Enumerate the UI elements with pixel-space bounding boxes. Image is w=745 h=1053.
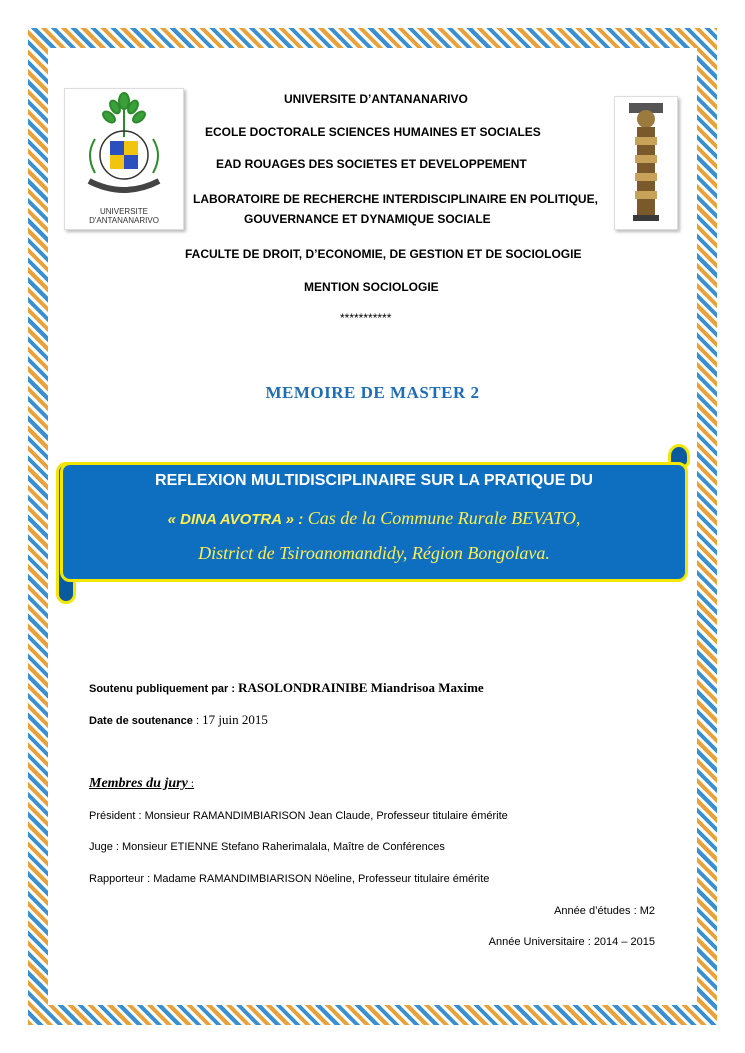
jury-judge: Juge : Monsieur ETIENNE Stefano Raherimalala, Maître de Conférences: [89, 841, 445, 853]
jury-heading-text: Membres du jury: [89, 776, 188, 791]
thesis-title-line-2-rest: Cas de la Commune Rurale BEVATO,: [303, 508, 581, 528]
presenter-name: RASOLONDRAINIBE Miandrisoa Maxime: [238, 680, 484, 695]
doctoral-school-logo: [614, 96, 678, 230]
university-seal-icon: [65, 89, 183, 207]
defense-date: [89, 712, 268, 728]
jury-heading: [89, 776, 194, 792]
study-year: Année d’études : M2: [554, 905, 655, 917]
jury-rapporteur: Rapporteur : Madame RAMANDIMBIARISON Nöeline, Professeur titulaire émérite: [89, 873, 490, 885]
presented-by: [89, 680, 484, 696]
faculty-name: FACULTE DE DROIT, D’ECONOMIE, DE GESTION ET DE SOCIOLOGIE: [185, 247, 582, 261]
totem-icon: [615, 97, 677, 229]
university-name: UNIVERSITE D’ANTANANARIVO: [284, 92, 468, 106]
separator-stars: ***********: [340, 311, 392, 325]
jury-heading-colon: :: [187, 776, 195, 790]
lab-line-2: GOUVERNANCE ET DYNAMIQUE SOCIALE: [244, 212, 491, 226]
jury-president: Président : Monsieur RAMANDIMBIARISON Jean Claude, Professeur titulaire émérite: [89, 810, 508, 822]
date-value: 17 juin 2015: [202, 712, 268, 727]
university-logo: [64, 88, 184, 230]
thesis-title-line-2: [60, 508, 688, 529]
ead-name: EAD ROUAGES DES SOCIETES ET DEVELOPPEMENT: [216, 157, 527, 171]
thesis-title-line-3: District de Tsiroanomandidy, Région Bongolava.: [198, 543, 550, 563]
lab-line-1: LABORATOIRE DE RECHERCHE INTERDISCIPLINAIRE EN POLITIQUE,: [193, 192, 598, 206]
logo-caption: UNIVERSITE D'ANTANANARIVO: [89, 207, 159, 225]
presented-label: Soutenu publiquement par :: [89, 683, 236, 695]
thesis-title-line-1: REFLEXION MULTIDISCIPLINAIRE SUR LA PRATIQUE DU: [155, 472, 593, 489]
memoire-title: MEMOIRE DE MASTER 2: [265, 383, 480, 402]
mention: MENTION SOCIOLOGIE: [304, 280, 439, 294]
doctoral-school: ECOLE DOCTORALE SCIENCES HUMAINES ET SOCIALES: [205, 125, 541, 139]
dina-avotra: « DINA AVOTRA » :: [167, 511, 304, 528]
date-separator: :: [192, 715, 203, 727]
date-label: Date de soutenance: [89, 715, 193, 727]
academic-year: Année Universitaire : 2014 – 2015: [488, 936, 655, 948]
